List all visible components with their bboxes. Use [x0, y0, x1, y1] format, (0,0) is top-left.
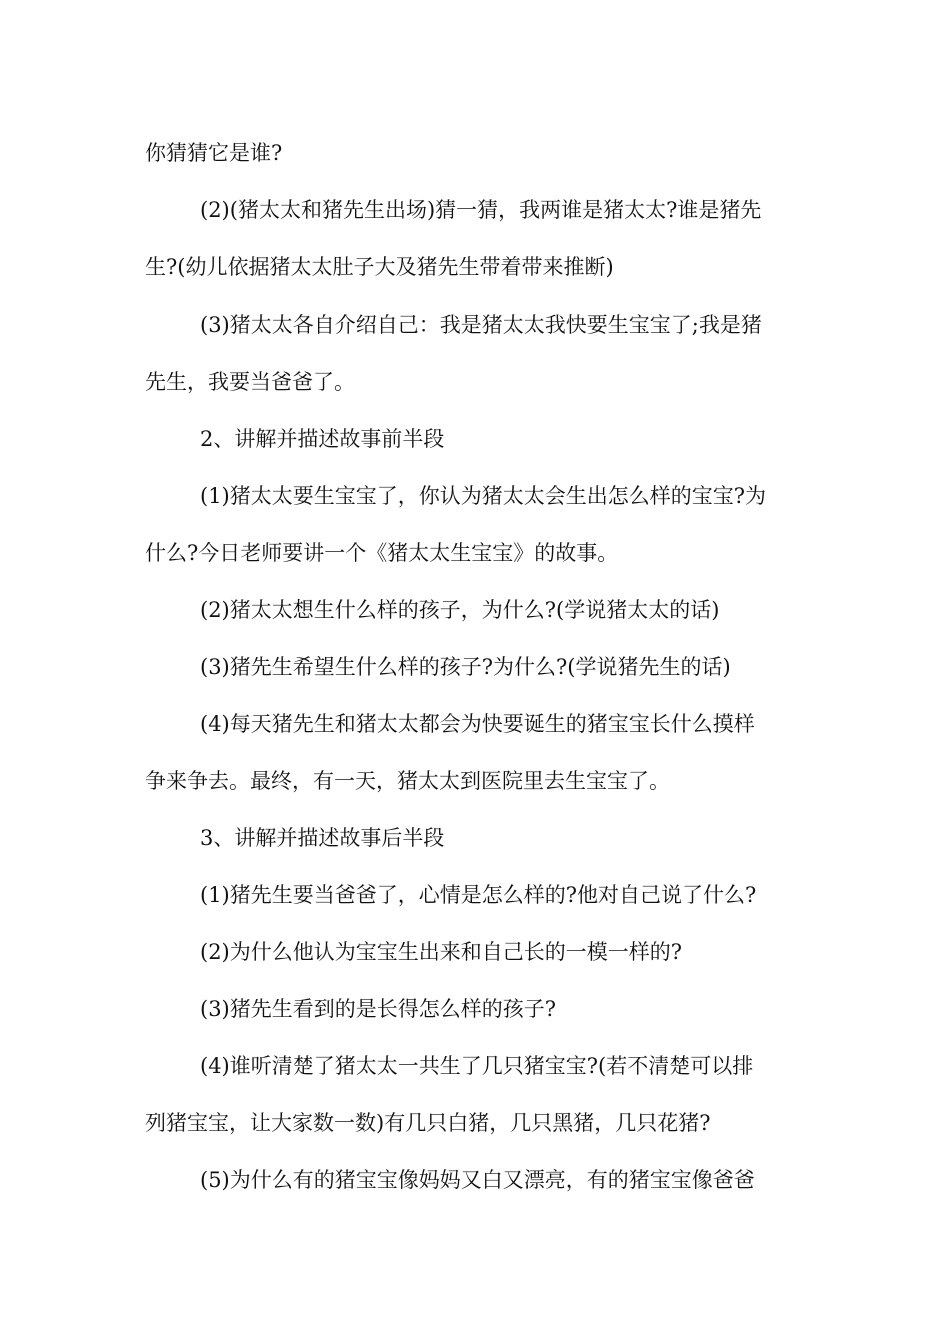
text-line-18: 列猪宝宝，让大家数一数)有几只白猪，几只黑猪，几只花猪?: [145, 1111, 711, 1135]
text-line-19: (5)为什么有的猪宝宝像妈妈又白又漂亮，有的猪宝宝像爸爸: [200, 1168, 755, 1192]
text-line-2: (2)(猪太太和猪先生出场)猜一猜，我两谁是猪太太?谁是猪先: [200, 198, 762, 222]
text-line-3: 生?(幼儿依据猪太太肚子大及猪先生带着带来推断): [145, 255, 614, 279]
text-line-8: 什么?今日老师要讲一个《猪太太生宝宝》的故事。: [145, 541, 619, 565]
text-line-11: (4)每天猪先生和猪太太都会为快要诞生的猪宝宝长什么摸样: [200, 712, 755, 736]
text-line-17: (4)谁听清楚了猪太太一共生了几只猪宝宝?(若不清楚可以排: [200, 1054, 754, 1078]
text-line-12: 争来争去。最终，有一天，猪太太到医院里去生宝宝了。: [145, 769, 670, 793]
text-line-14: (1)猪先生要当爸爸了，心情是怎么样的?他对自己说了什么?: [200, 883, 757, 907]
text-line-9: (2)猪太太想生什么样的孩子，为什么?(学说猪太太的话): [200, 598, 720, 622]
section-heading-2: 2、讲解并描述故事前半段: [200, 427, 445, 451]
text-line-10: (3)猪先生希望生什么样的孩子?为什么?(学说猪先生的话): [200, 655, 731, 679]
text-line-16: (3)猪先生看到的是长得怎么样的孩子?: [200, 997, 557, 1021]
text-line-15: (2)为什么他认为宝宝生出来和自己长的一模一样的?: [200, 940, 683, 964]
section-heading-3: 3、讲解并描述故事后半段: [200, 826, 445, 850]
text-line-5: 先生，我要当爸爸了。: [145, 370, 355, 394]
text-line-4: (3)猪太太各自介绍自己：我是猪太太我快要生宝宝了;我是猪: [200, 313, 762, 337]
text-line-7: (1)猪太太要生宝宝了，你认为猪太太会生出怎么样的宝宝?为: [200, 484, 767, 508]
text-line-1: 你猜猜它是谁?: [145, 141, 283, 165]
